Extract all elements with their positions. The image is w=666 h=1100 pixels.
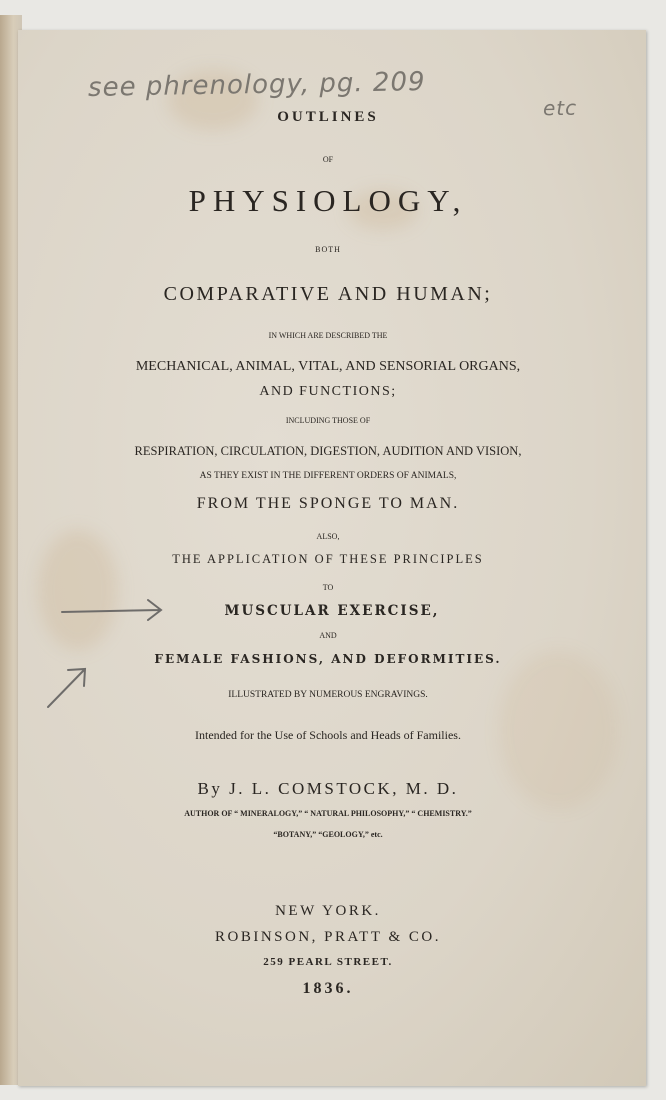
- described: IN WHICH ARE DESCRIBED THE: [268, 331, 388, 340]
- also: ALSO,: [316, 532, 340, 541]
- respiration: RESPIRATION, CIRCULATION, DIGESTION, AUDITION AND VISION,: [134, 444, 522, 458]
- intended: Intended for the Use of Schools and Heads of Families.: [195, 728, 461, 742]
- orders: AS THEY EXIST IN THE DIFFERENT ORDERS OF ANIMALS,: [199, 471, 457, 481]
- outlines: OUTLINES: [277, 109, 379, 125]
- to: TO: [322, 583, 334, 592]
- including: INCLUDING THOSE OF: [285, 416, 371, 425]
- handwritten-note-etc: etc: [542, 95, 578, 121]
- city: NEW YORK.: [275, 903, 381, 919]
- publisher: ROBINSON, PRATT & CO.: [214, 929, 441, 945]
- illustrated: ILLUSTRATED BY NUMEROUS ENGRAVINGS.: [228, 690, 428, 700]
- organs: MECHANICAL, ANIMAL, VITAL, AND SENSORIAL ORGANS,: [135, 359, 521, 374]
- arrow-right-icon: [62, 600, 161, 620]
- application: THE APPLICATION OF THESE PRINCIPLES: [172, 552, 484, 566]
- sponge: FROM THE SPONGE TO MAN.: [196, 495, 460, 512]
- of: OF: [322, 155, 334, 164]
- address: 259 PEARL STREET.: [263, 956, 393, 968]
- author: By J. L. COMSTOCK, M. D.: [197, 779, 459, 798]
- handwritten-note: see phrenology, pg. 209: [87, 67, 426, 103]
- female-fashions: FEMALE FASHIONS, AND DEFORMITIES.: [154, 652, 502, 666]
- subtitle: COMPARATIVE AND HUMAN;: [163, 283, 493, 305]
- author-works-2: “BOTANY,” “GEOLOGY,” etc.: [273, 830, 383, 839]
- year: 1836.: [302, 980, 354, 997]
- author-works-1: AUTHOR OF “ MINERALOGY,” “ NATURAL PHILOSOPHY,” “ CHEMISTRY.”: [184, 809, 472, 818]
- and: AND: [319, 631, 337, 640]
- both: BOTH: [315, 245, 341, 254]
- functions: AND FUNCTIONS;: [259, 384, 397, 399]
- arrow-up-right-icon: [48, 669, 85, 707]
- muscular-exercise: MUSCULAR EXERCISE,: [224, 603, 440, 619]
- book-title: PHYSIOLOGY,: [188, 183, 468, 218]
